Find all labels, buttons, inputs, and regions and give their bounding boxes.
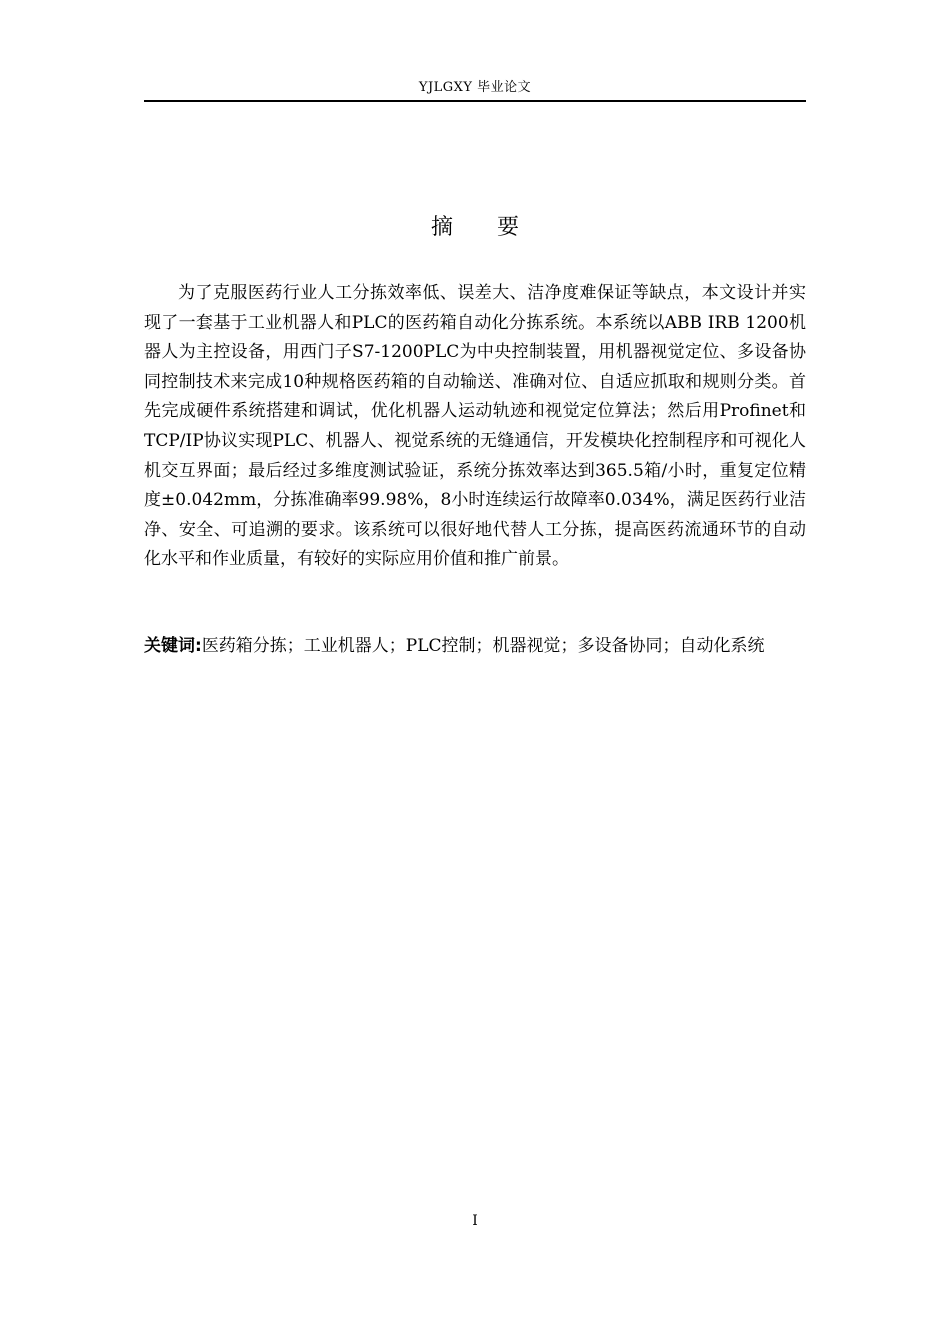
page-number: I — [472, 1213, 478, 1229]
running-header: YJLGXY 毕业论文 — [418, 80, 532, 95]
abstract-title: 摘要 — [430, 215, 563, 240]
abstract-body: 为了克服医药行业人工分拣效率低、误差大、洁净度难保证等缺点，本文设计并实现了一套基于工业机器人和PLC的医药箱自动化分拣系统。本系统以ABB IRB 1200机器人为主控设备，用西门子S7-1200PLC为中央控制装置，用机器视觉定位、多设备协同控制技术来完成10种规格医药箱的自动输送、准确对位、自适应抓取和规则分类。首先完成硬件系统搭建和调试，优化机器人运动轨迹和视觉定位算法；然后用Profinet和TCP/IP协议实现PLC、机器人、视觉系统的无缝通信，开发模块化控制程序和可视化人机交互界面；最后经过多维度测试验证，系统分拣效率达到365.5箱/小时，重复定位精度±0.042mm，分拣准确率99.98%，8小时连续运行故障率0.034%，满足医药行业洁净、安全、可追溯的要求。该系统可以很好地代替人工分拣，提高医药流通环节的自动化水平和作业质量，有较好的实际应用价值和推广前景。 — [144, 283, 806, 570]
keywords-paragraph — [144, 631, 806, 662]
keywords-text: 医药箱分拣；工业机器人；PLC控制；机器视觉；多设备协同；自动化系统 — [201, 636, 765, 656]
keywords-label: 关键词: — [144, 636, 202, 656]
header-rule — [144, 100, 806, 102]
